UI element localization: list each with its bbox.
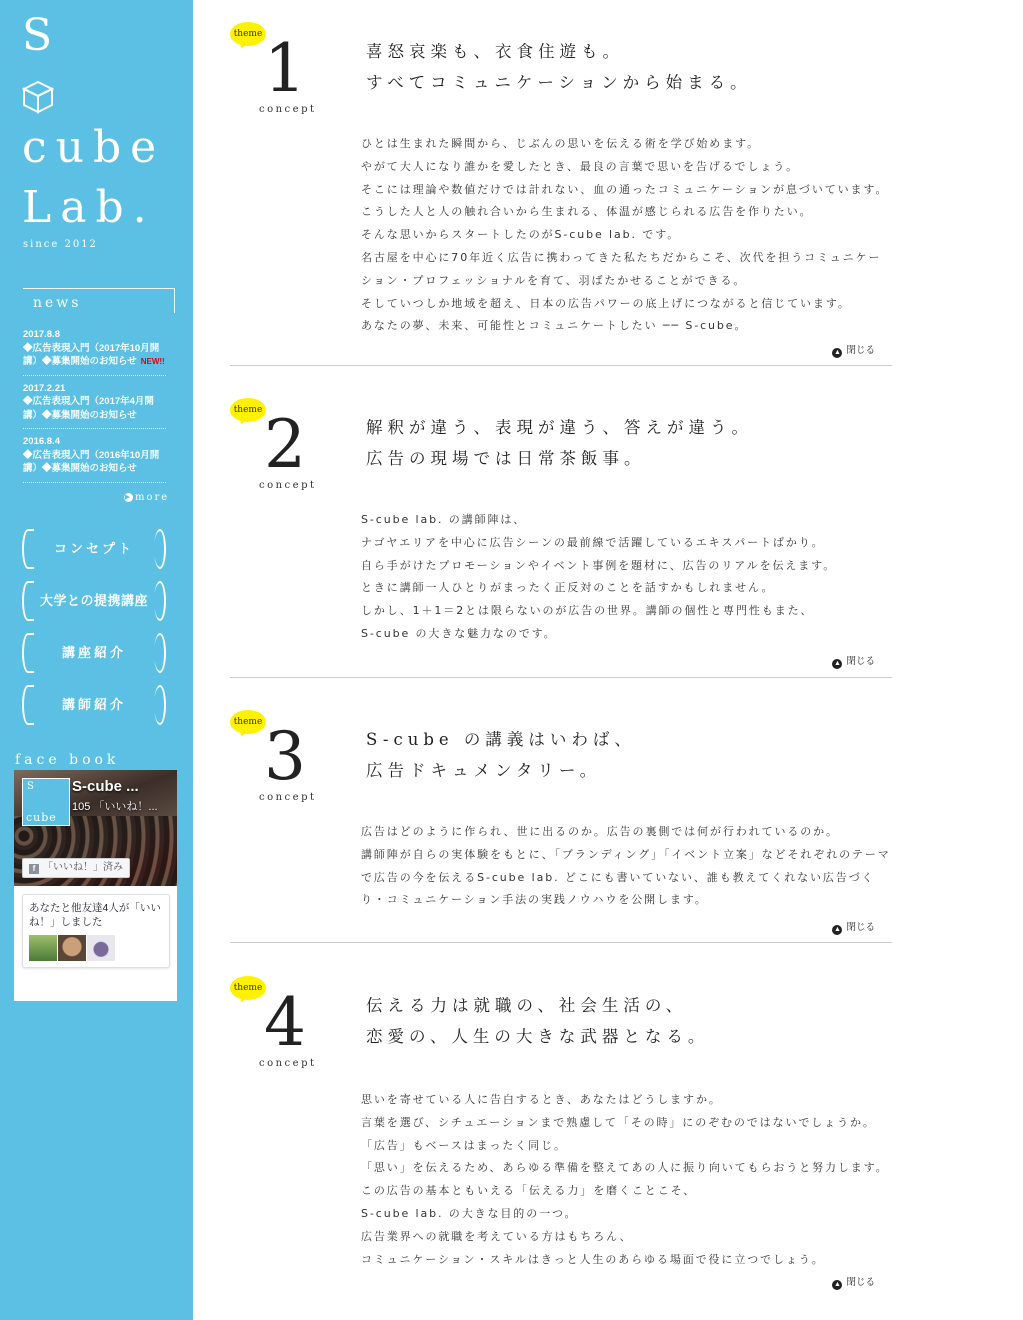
facebook-liked-button[interactable] bbox=[22, 858, 130, 878]
news-date: 2017.2.21 bbox=[23, 382, 66, 394]
body-line: こうした人と人の触れ合いから生まれる、体温が感じられる広告を作りたい。 bbox=[361, 205, 813, 219]
body-line: 自ら手がけたプロモーションやイベント事例を題材に、広告のリアルを伝えます。 bbox=[361, 558, 837, 572]
logo-cube[interactable]: cube bbox=[22, 122, 166, 173]
body-line: しかし、1＋1＝2とは限らないのが広告の世界。講師の個性と専門性もまた、 bbox=[361, 604, 814, 618]
main-content bbox=[193, 0, 1023, 1320]
chevron-up-icon: ▲ bbox=[834, 660, 841, 667]
body-line: あなたの夢、未来、可能性とコミュニケートしたい ── S-cube。 bbox=[361, 319, 748, 333]
theme-badge: theme bbox=[230, 710, 266, 734]
theme-badge: theme bbox=[230, 398, 266, 422]
body-line: S-cube の大きな魅力なのです。 bbox=[361, 626, 557, 640]
chevron-up-icon: ▲ bbox=[834, 349, 841, 356]
since-label: since 2012 bbox=[23, 239, 98, 250]
logo-lab[interactable]: Lab. bbox=[22, 182, 156, 233]
close-label: 閉じる bbox=[846, 922, 875, 933]
thumb-s: S bbox=[27, 781, 34, 792]
more-link[interactable] bbox=[124, 492, 169, 503]
heading-line: 広告ドキュメンタリー。 bbox=[366, 761, 602, 780]
body-line: り・コミュニケーション手法の実践ノウハウを公開します。 bbox=[361, 893, 708, 907]
body-line: ひとは生まれた瞬間から、じぶんの思いを伝える術を学び始めます。 bbox=[361, 137, 761, 150]
body-line: S-cube lab. の講師陣は、 bbox=[361, 513, 527, 526]
close-label: 閉じる bbox=[846, 345, 875, 356]
nav-label: 大学との提携講座 bbox=[39, 593, 148, 608]
facebook-icon: f bbox=[29, 864, 39, 874]
body-line: ナゴヤエリアを中心に広告シーンの最前線で活躍しているエキスパートばかり。 bbox=[361, 535, 825, 549]
body-line: 「広告」もベースはまったく同じ。 bbox=[361, 1138, 567, 1152]
body-line: 広告はどのように作られ、世に出るのか。広告の裏側では何が行われているのか。 bbox=[361, 825, 839, 838]
thumb-cube: cube bbox=[26, 811, 57, 824]
close-button[interactable] bbox=[832, 1274, 875, 1290]
nav-university[interactable] bbox=[22, 584, 166, 620]
body-line: で広告の今を伝えるS-cube lab. どこにも書いていない、誰も教えてくれない広告づく bbox=[361, 870, 875, 884]
logo-s[interactable]: S bbox=[22, 10, 53, 61]
nav-label: 講座紹介 bbox=[61, 645, 126, 660]
news-date: 2016.8.4 bbox=[23, 436, 60, 447]
news-heading: news bbox=[23, 288, 175, 313]
concept-number: 3 bbox=[264, 718, 306, 795]
heading-line: 解釈が違う、表現が違う、答えが違う。 bbox=[366, 418, 753, 437]
nav-concept[interactable] bbox=[22, 532, 166, 568]
right-paren-decoration bbox=[154, 633, 166, 673]
heading-line: S-cube の講義はいわば、 bbox=[366, 730, 636, 749]
concept-label: concept bbox=[259, 1058, 317, 1069]
friends-liked-text: あなたと他友達4人が「いいね！」しました bbox=[29, 902, 161, 928]
concept-label: concept bbox=[259, 792, 317, 803]
body-line: 名古屋を中心に70年近く広告に携わってきた私たちだからこそ、次代を担うコミュニケー bbox=[361, 250, 882, 264]
concept-label: concept bbox=[259, 104, 317, 115]
body-line: そこには理論や数値だけでは計れない、血の通ったコミュニケーションが息づいています。 bbox=[361, 182, 889, 196]
body-line: この広告の基本ともいえる「伝える力」を磨くことこそ、 bbox=[361, 1184, 697, 1198]
news-text[interactable]: ◆広告表現入門（2016年10月開講）◆募集開始のお知らせ bbox=[23, 449, 160, 474]
theme-badge: theme bbox=[230, 976, 266, 1000]
friend-avatars bbox=[29, 935, 116, 965]
sidebar bbox=[0, 0, 193, 1320]
right-paren-decoration bbox=[154, 685, 166, 725]
nav-courses[interactable] bbox=[22, 636, 166, 672]
news-item[interactable] bbox=[23, 328, 166, 376]
close-label: 閉じる bbox=[846, 656, 875, 667]
body-line: そんな思いからスタートしたのがS-cube lab. です。 bbox=[361, 228, 681, 242]
news-item[interactable] bbox=[23, 435, 166, 483]
concept-number: 2 bbox=[264, 406, 306, 483]
concept-body bbox=[361, 821, 891, 912]
liked-label: 「いいね！」済み bbox=[43, 862, 123, 873]
close-label: 閉じる bbox=[846, 1277, 875, 1288]
body-line: ときに講師一人ひとりがまったく正反対のことを話すかもしれません。 bbox=[361, 581, 775, 595]
heading-line: 伝える力は就職の、社会生活の、 bbox=[366, 996, 688, 1015]
facebook-page-name[interactable]: S-cube ... bbox=[72, 778, 139, 795]
arrow-right-icon: ▶ bbox=[124, 493, 133, 501]
new-badge: NEW!! bbox=[140, 357, 165, 366]
facebook-like-count: 105 「いいね！... bbox=[72, 801, 158, 813]
more-label: more bbox=[135, 492, 170, 503]
concept-heading bbox=[366, 412, 753, 474]
news-text[interactable]: ◆広告表現入門（2017年4月開講）◆募集開始のお知らせ bbox=[23, 396, 154, 421]
nav-instructors[interactable] bbox=[22, 688, 166, 724]
body-line: コミュニケーション・スキルはきっと人生のあらゆる場面で役に立つでしょう。 bbox=[361, 1252, 825, 1266]
concept-number: 1 bbox=[264, 30, 306, 107]
close-button[interactable] bbox=[832, 342, 875, 358]
close-button[interactable] bbox=[832, 653, 875, 669]
body-line: やがて大人になり誰かを愛したとき、最良の言葉で思いを告げるでしょう。 bbox=[361, 159, 800, 173]
news-text[interactable]: ◆広告表現入門（2017年10月開講）◆募集開始のお知らせ bbox=[23, 342, 160, 367]
heading-line: 恋愛の、人生の大きな武器となる。 bbox=[366, 1027, 710, 1046]
concept-section-3 bbox=[230, 710, 892, 943]
avatar[interactable] bbox=[29, 935, 57, 961]
body-line: 講師陣が自らの実体験をもとに、「ブランディング」「イベント立案」などそれぞれのテーマ bbox=[361, 847, 891, 861]
body-line: 「思い」を伝えるため、あらゆる準備を整えてあの人に振り向いてもらおうと努力します。 bbox=[361, 1161, 889, 1175]
concept-body bbox=[361, 133, 888, 338]
concept-section-2 bbox=[230, 398, 892, 678]
heading-line: 広告の現場では日常茶飯事。 bbox=[366, 449, 646, 468]
concept-body bbox=[361, 509, 836, 646]
body-line: 思いを寄せている人に告白するとき、あなたはどうしますか。 bbox=[361, 1093, 722, 1106]
chevron-up-icon: ▲ bbox=[834, 1281, 841, 1288]
avatar[interactable] bbox=[87, 935, 115, 961]
news-date: 2017.8.8 bbox=[23, 329, 60, 340]
chevron-up-icon: ▲ bbox=[834, 926, 841, 933]
body-line: そしていつしか地域を超え、日本の広告パワーの底上げにつながると信じています。 bbox=[361, 296, 851, 310]
heading-line: 喜怒哀楽も、衣食住遊も。 bbox=[366, 42, 624, 61]
news-list bbox=[23, 328, 166, 489]
concept-body bbox=[361, 1089, 889, 1271]
concept-label: concept bbox=[259, 480, 317, 491]
concept-section-4 bbox=[230, 976, 892, 1296]
concept-heading bbox=[366, 990, 709, 1052]
heading-line: すべてコミュニケーションから始まる。 bbox=[366, 73, 752, 92]
avatar[interactable] bbox=[58, 935, 86, 961]
concept-heading bbox=[366, 36, 752, 98]
facebook-cover-photo[interactable] bbox=[14, 770, 177, 886]
cube-icon bbox=[22, 80, 54, 114]
facebook-friends-card bbox=[22, 894, 170, 968]
concept-number: 4 bbox=[264, 984, 306, 1061]
close-button[interactable] bbox=[832, 919, 875, 935]
nav-label: コンセプト bbox=[53, 541, 134, 556]
right-paren-decoration bbox=[154, 529, 166, 569]
news-item[interactable] bbox=[23, 382, 166, 430]
theme-badge: theme bbox=[230, 22, 266, 46]
facebook-page-thumbnail[interactable] bbox=[22, 778, 70, 826]
body-line: 言葉を選び、シチュエーションまで熟慮して「その時」にのぞむのではないでしょうか。 bbox=[361, 1115, 876, 1129]
concept-heading bbox=[366, 724, 636, 786]
right-paren-decoration bbox=[154, 581, 166, 621]
body-line: 広告業界への就職を考えている方はもちろん、 bbox=[361, 1229, 633, 1243]
facebook-heading: face book bbox=[15, 752, 120, 768]
body-line: ション・プロフェッショナルを育て、羽ばたかせることができる。 bbox=[361, 273, 747, 287]
facebook-widget bbox=[14, 770, 177, 1001]
nav-label: 講師紹介 bbox=[61, 697, 126, 712]
body-line: S-cube lab. の大きな目的の一つ。 bbox=[361, 1206, 578, 1220]
concept-section-1 bbox=[230, 22, 892, 366]
